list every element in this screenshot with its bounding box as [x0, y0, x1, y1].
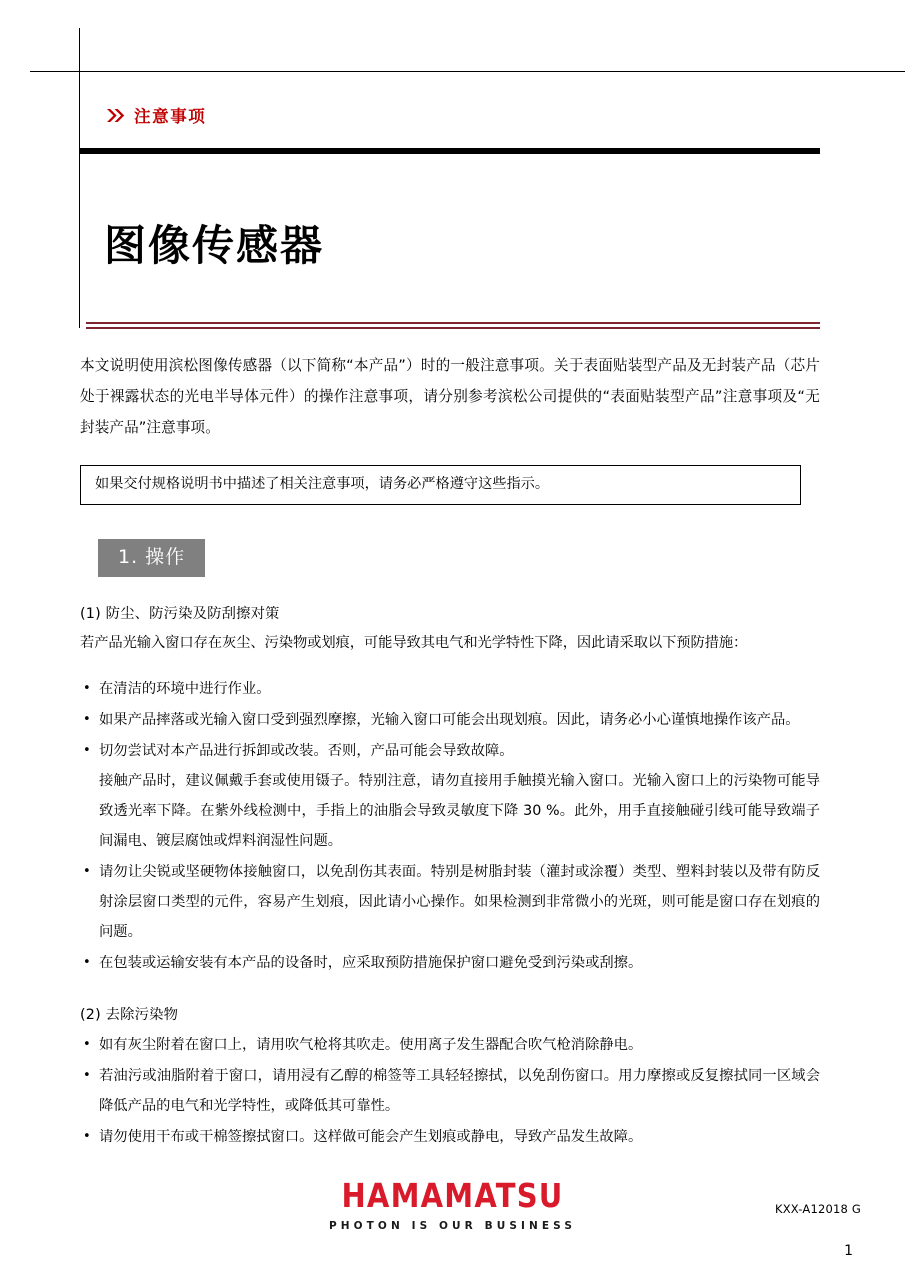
- list-item: [80, 674, 820, 704]
- list-item-text: 请勿使用干布或干棉签擦拭窗口。这样做可能会产生划痕或静电，导致产品发生故障。: [99, 1129, 643, 1146]
- company-logo: [0, 1176, 905, 1232]
- logo-wordmark: HAMAMATSU: [341, 1176, 564, 1215]
- list-item-text: 切勿尝试对本产品进行拆卸或改装。否则，产品可能会导致故障。: [99, 743, 514, 760]
- list-item: [80, 1122, 820, 1152]
- double-chevron-right-icon: [106, 108, 125, 126]
- document-header: [106, 108, 206, 126]
- list-item-text: 请勿让尖锐或坚硬物体接触窗口，以免刮伤其表面。特别是树脂封装（灌封或涂覆）类型、塑料封装以及带有防反射涂层窗口类型的元件，容易产生划痕，因此请小心操作。如果检测到非常微小的光斑，则可能是窗口存在划痕的问题。: [99, 864, 820, 941]
- header-rule: [79, 148, 820, 154]
- list-item-text: 在清洁的环境中进行作业。: [99, 681, 271, 698]
- page-title: 图像传感器: [104, 221, 325, 270]
- list-item-continuation: 接触产品时，建议佩戴手套或使用镊子。特别注意，请勿直接用手触摸光输入窗口。光输入窗口上的污染物可能导致透光率下降。在紫外线检测中，手指上的油脂会导致灵敏度下降 30 %。此外，用手直接触碰引线可能导致端子间漏电、镀层腐蚀或焊料润湿性问题。: [99, 773, 820, 850]
- intro-paragraph: 本文说明使用滨松图像传感器（以下简称“本产品”）时的一般注意事项。关于表面贴装型产品及无封装产品（芯片处于裸露状态的光电半导体元件）的操作注意事项，请分别参考滨松公司提供的“表面贴装型产品”注意事项及“无封装产品”注意事项。: [80, 357, 820, 436]
- callout-box: [80, 465, 801, 505]
- title-divider-line-bottom: [86, 327, 820, 329]
- list-item: [80, 1030, 820, 1060]
- list-item: [80, 736, 820, 856]
- logo-tagline: PHOTON IS OUR BUSINESS: [328, 1220, 577, 1232]
- document-body: [80, 350, 820, 1153]
- bullet-list: [80, 674, 820, 978]
- list-item-text: 在包装或运输安装有本产品的设备时，应采取预防措施保护窗口避免受到污染或刮擦。: [99, 955, 643, 972]
- list-item-text: 如有灰尘附着在窗口上，请用吹气枪将其吹走。使用离子发生器配合吹气枪消除静电。: [99, 1037, 643, 1054]
- subsection-heading: (2) 去除污染物: [80, 1007, 179, 1024]
- subsection-contaminant-removal: [80, 1004, 820, 1152]
- list-item: [80, 1061, 820, 1121]
- subsection-dust-prevention: [80, 603, 820, 979]
- document-code: KXX-A12018 G: [774, 1202, 861, 1216]
- subsection-lead-text: 若产品光输入窗口存在灰尘、污染物或划痕，可能导致其电气和光学特性下降，因此请采取以下预防措施：: [80, 635, 748, 652]
- list-item-text: 若油污或油脂附着于窗口，请用浸有乙醇的棉签等工具轻轻擦拭，以免刮伤窗口。用力摩擦或反复擦拭同一区域会降低产品的电气和光学特性，或降低其可靠性。: [99, 1068, 820, 1115]
- subsection-heading: (1) 防尘、防污染及防刮擦对策: [80, 605, 280, 622]
- crop-mark-vertical: [79, 28, 80, 328]
- callout-text: 如果交付规格说明书中描述了相关注意事项，请务必严格遵守这些指示。: [95, 476, 550, 492]
- section-chip-operation: 1. 操作: [98, 539, 205, 577]
- list-item: [80, 857, 820, 947]
- list-item-text: 如果产品摔落或光输入窗口受到强烈摩擦，光输入窗口可能会出现划痕。因此，请务必小心谨慎地操作该产品。: [99, 712, 800, 729]
- header-label: 注意事项: [134, 106, 207, 126]
- bullet-list: [80, 1030, 820, 1152]
- title-divider: [86, 322, 820, 329]
- crop-mark-horizontal: [30, 71, 905, 72]
- list-item: [80, 948, 820, 978]
- list-item: [80, 705, 820, 735]
- page-number: 1: [844, 1243, 853, 1259]
